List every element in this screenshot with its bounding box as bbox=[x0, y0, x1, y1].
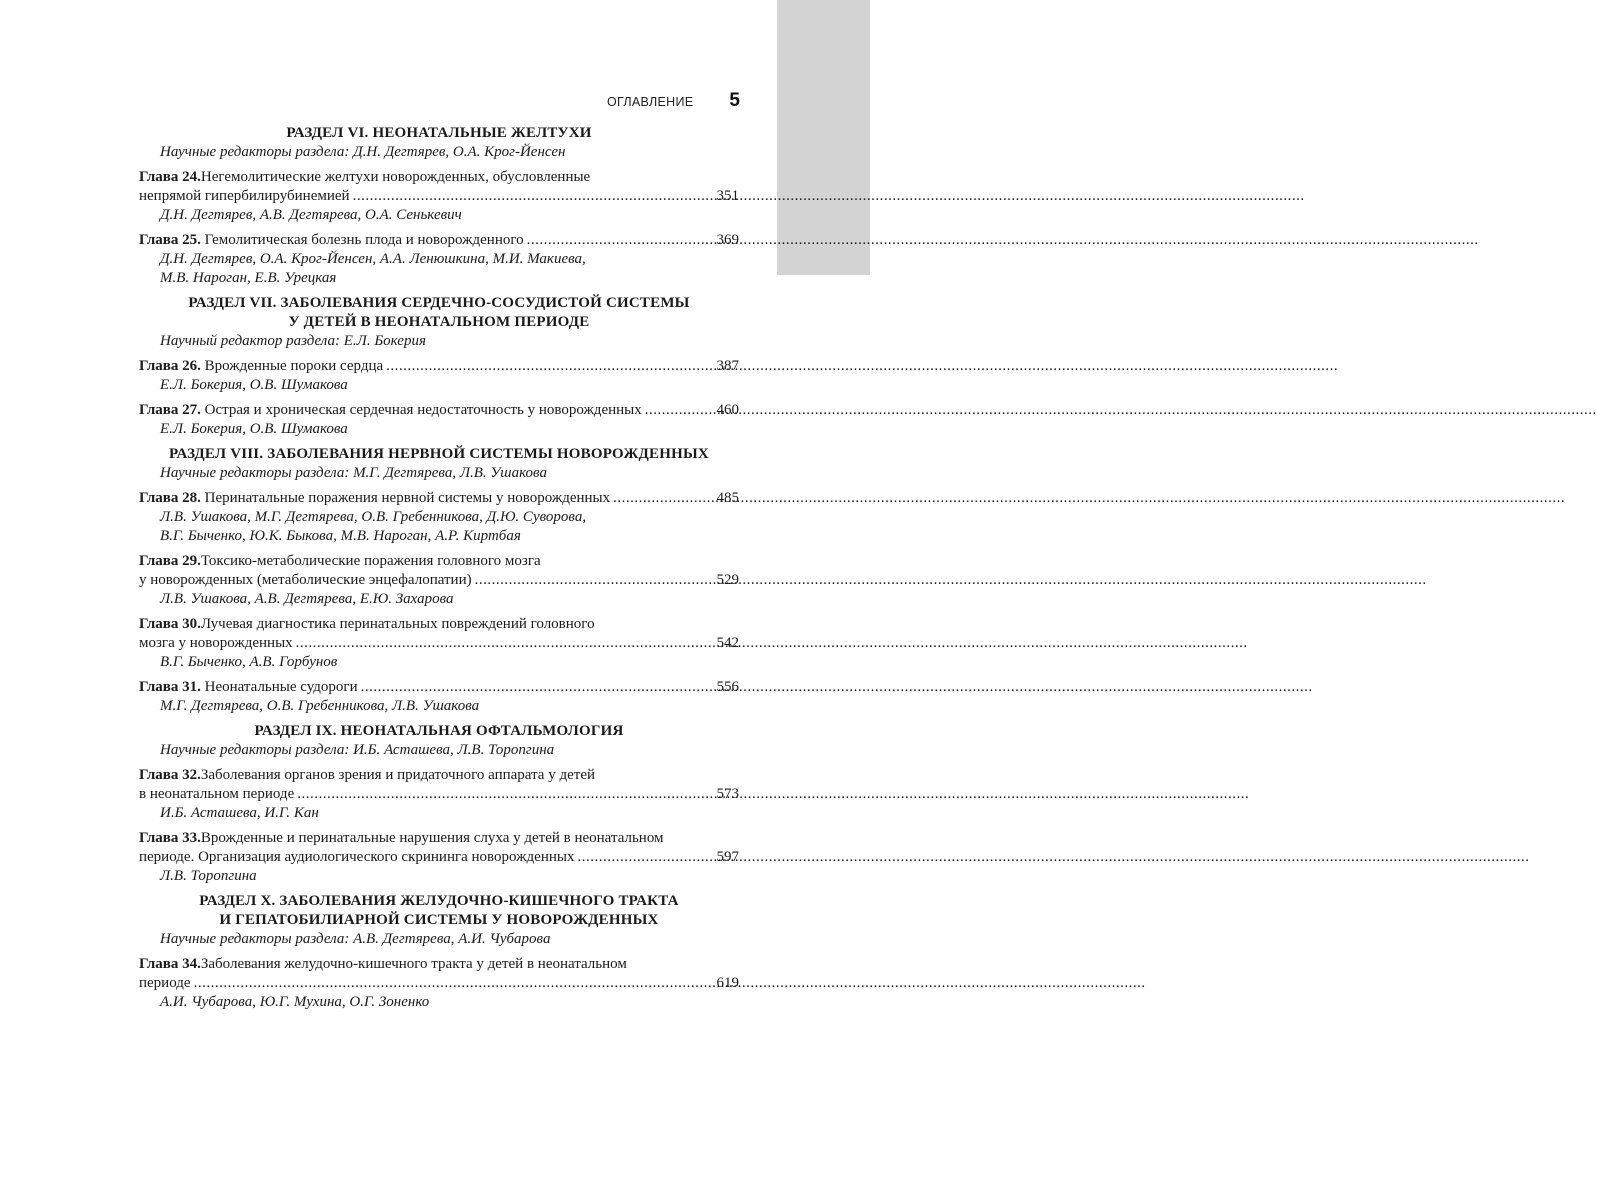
running-header bbox=[570, 90, 740, 114]
dot-leader bbox=[296, 634, 714, 653]
chapter-title-text: непрямой гипербилирубинемией bbox=[139, 188, 350, 204]
chapter-page-number[interactable]: 573 bbox=[716, 786, 739, 802]
chapter-title-last-line bbox=[139, 634, 739, 653]
chapter-title-last-line bbox=[139, 785, 739, 804]
chapter-title-text: Токсико-метаболические поражения головного мозга bbox=[200, 553, 541, 569]
chapter-number: Глава 25. bbox=[139, 232, 201, 248]
chapter-number: Глава 26. bbox=[139, 358, 201, 374]
chapter-authors: М.В. Нароган, Е.В. Урецкая bbox=[160, 270, 337, 286]
chapter-title-text: мозга у новорожденных bbox=[139, 635, 293, 651]
chapter-title-text: Острая и хроническая сердечная недостаточность у новорожденных bbox=[204, 402, 642, 418]
chapter-number: Глава 28. bbox=[139, 490, 201, 506]
section-editors: Научный редактор раздела: Е.Л. Бокерия bbox=[160, 333, 426, 349]
section-title-line: РАЗДЕЛ VII. ЗАБОЛЕВАНИЯ СЕРДЕЧНО-СОСУДИСТОЙ СИСТЕМЫ bbox=[188, 295, 690, 311]
chapter-title-text: в неонатальном периоде bbox=[139, 786, 295, 802]
toc-section bbox=[139, 445, 739, 716]
toc-chapter-entry[interactable] bbox=[139, 552, 739, 609]
chapter-page-number[interactable]: 351 bbox=[716, 188, 739, 204]
chapter-title-last-line bbox=[139, 231, 739, 250]
section-editors: Научные редакторы раздела: И.Б. Асташева, Л.В. Торопгина bbox=[160, 742, 555, 758]
chapter-authors: Д.Н. Дегтярев, О.А. Крог-Йенсен, А.А. Ленюшкина, М.И. Макиева, bbox=[160, 251, 586, 267]
chapter-title-line bbox=[139, 168, 739, 187]
chapter-page-number[interactable]: 556 bbox=[716, 679, 739, 695]
dot-leader bbox=[386, 357, 713, 376]
chapter-page-number[interactable]: 542 bbox=[716, 635, 739, 651]
chapter-title-last-line bbox=[139, 401, 739, 420]
section-title-line: У ДЕТЕЙ В НЕОНАТАЛЬНОМ ПЕРИОДЕ bbox=[288, 314, 590, 330]
chapter-number: Глава 27. bbox=[139, 402, 201, 418]
chapter-title-last-line bbox=[139, 187, 739, 206]
chapter-title-text: Заболевания органов зрения и придаточного аппарата у детей bbox=[200, 767, 595, 783]
chapter-authors: В.Г. Быченко, А.В. Горбунов bbox=[160, 654, 338, 670]
chapter-page-number[interactable]: 619 bbox=[716, 975, 739, 991]
chapter-title-text: Врожденные пороки сердца bbox=[204, 358, 384, 374]
section-editors: Научные редакторы раздела: М.Г. Дегтярева, Л.В. Ушакова bbox=[160, 465, 547, 481]
chapter-authors: А.И. Чубарова, Ю.Г. Мухина, О.Г. Зоненко bbox=[160, 994, 430, 1010]
chapter-authors: Е.Л. Бокерия, О.В. Шумакова bbox=[160, 421, 348, 437]
chapter-title-text: Заболевания желудочно-кишечного тракта у детей в неонатальном bbox=[200, 956, 627, 972]
section-title bbox=[139, 892, 739, 930]
chapter-authors: Л.В. Торопгина bbox=[160, 868, 257, 884]
toc-chapter-entry[interactable] bbox=[139, 766, 739, 823]
chapter-title-text: Врожденные и перинатальные нарушения слуха у детей в неонатальном bbox=[200, 830, 664, 846]
dot-leader bbox=[613, 489, 713, 508]
toc-chapter-entry[interactable] bbox=[139, 955, 739, 1012]
chapter-title-last-line bbox=[139, 974, 739, 993]
toc-section bbox=[139, 294, 739, 439]
toc-section bbox=[139, 722, 739, 886]
chapter-title-last-line bbox=[139, 357, 739, 376]
chapter-page-number[interactable]: 369 bbox=[716, 232, 739, 248]
chapter-title-line bbox=[139, 552, 739, 571]
toc-chapter-entry[interactable] bbox=[139, 401, 739, 439]
table-of-contents bbox=[139, 124, 739, 1018]
chapter-authors: И.Б. Асташева, И.Г. Кан bbox=[160, 805, 319, 821]
section-title-line: РАЗДЕЛ X. ЗАБОЛЕВАНИЯ ЖЕЛУДОЧНО-КИШЕЧНОГО ТРАКТА bbox=[199, 893, 679, 909]
chapter-title-line bbox=[139, 615, 739, 634]
section-title bbox=[139, 445, 739, 464]
dot-leader bbox=[297, 785, 713, 804]
chapter-page-number[interactable]: 387 bbox=[716, 358, 739, 374]
chapter-number: Глава 33. bbox=[139, 830, 201, 846]
chapter-title-text: Негемолитические желтухи новорожденных, обусловленные bbox=[200, 169, 591, 185]
section-title-line: РАЗДЕЛ VI. НЕОНАТАЛЬНЫЕ ЖЕЛТУХИ bbox=[286, 125, 592, 141]
toc-chapter-entry[interactable] bbox=[139, 489, 739, 546]
chapter-number: Глава 29. bbox=[139, 553, 201, 569]
chapter-authors: Е.Л. Бокерия, О.В. Шумакова bbox=[160, 377, 348, 393]
toc-section bbox=[139, 124, 739, 288]
toc-chapter-entry[interactable] bbox=[139, 829, 739, 886]
section-title bbox=[139, 294, 739, 332]
chapter-title-text: у новорожденных (метаболические энцефалопатии) bbox=[139, 572, 472, 588]
toc-chapter-entry[interactable] bbox=[139, 357, 739, 395]
chapter-title-line bbox=[139, 955, 739, 974]
chapter-authors: М.Г. Дегтярева, О.В. Гребенникова, Л.В. Ушакова bbox=[160, 698, 480, 714]
toc-chapter-entry[interactable] bbox=[139, 168, 739, 225]
chapter-number: Глава 31. bbox=[139, 679, 201, 695]
chapter-number: Глава 30. bbox=[139, 616, 201, 632]
chapter-title-last-line bbox=[139, 571, 739, 590]
toc-chapter-entry[interactable] bbox=[139, 231, 739, 288]
section-title-line: РАЗДЕЛ VIII. ЗАБОЛЕВАНИЯ НЕРВНОЙ СИСТЕМЫ НОВОРОЖДЕННЫХ bbox=[169, 446, 709, 462]
chapter-title-last-line bbox=[139, 848, 739, 867]
chapter-authors: Л.В. Ушакова, М.Г. Дегтярева, О.В. Гребенникова, Д.Ю. Суворова, bbox=[160, 509, 587, 525]
chapter-page-number[interactable]: 597 bbox=[716, 849, 739, 865]
chapter-number: Глава 24. bbox=[139, 169, 201, 185]
chapter-title-last-line bbox=[139, 489, 739, 508]
running-header-label: ОГЛАВЛЕНИЕ bbox=[607, 95, 694, 109]
section-title bbox=[139, 124, 739, 143]
chapter-title-text: Неонатальные судороги bbox=[204, 679, 358, 695]
toc-chapter-entry[interactable] bbox=[139, 678, 739, 716]
chapter-authors: В.Г. Быченко, Ю.К. Быкова, М.В. Нароган, А.Р. Киртбая bbox=[160, 528, 521, 544]
chapter-page-number[interactable]: 529 bbox=[716, 572, 739, 588]
dot-leader bbox=[194, 974, 714, 993]
section-title-line: И ГЕПАТОБИЛИАРНОЙ СИСТЕМЫ У НОВОРОЖДЕННЫХ bbox=[219, 912, 659, 928]
dot-leader bbox=[361, 678, 714, 697]
page-number: 5 bbox=[729, 90, 740, 111]
dot-leader bbox=[475, 571, 714, 590]
chapter-number: Глава 34. bbox=[139, 956, 201, 972]
dot-leader bbox=[527, 231, 714, 250]
dot-leader bbox=[353, 187, 714, 206]
dot-leader bbox=[577, 848, 713, 867]
chapter-page-number[interactable]: 485 bbox=[716, 490, 739, 506]
chapter-number: Глава 32. bbox=[139, 767, 201, 783]
section-title-line: РАЗДЕЛ IX. НЕОНАТАЛЬНАЯ ОФТАЛЬМОЛОГИЯ bbox=[254, 723, 624, 739]
toc-chapter-entry[interactable] bbox=[139, 615, 739, 672]
chapter-title-text: Лучевая диагностика перинатальных повреждений головного bbox=[200, 616, 595, 632]
chapter-title-line bbox=[139, 766, 739, 785]
section-editors: Научные редакторы раздела: Д.Н. Дегтярев, О.А. Крог-Йенсен bbox=[160, 144, 566, 160]
chapter-title-line bbox=[139, 829, 739, 848]
chapter-title-text: Перинатальные поражения нервной системы у новорожденных bbox=[204, 490, 611, 506]
chapter-authors: Л.В. Ушакова, А.В. Дегтярева, Е.Ю. Захарова bbox=[160, 591, 454, 607]
chapter-title-text: периоде bbox=[139, 975, 191, 991]
chapter-title-last-line bbox=[139, 678, 739, 697]
chapter-title-text: периоде. Организация аудиологического скрининга новорожденных bbox=[139, 849, 575, 865]
toc-section bbox=[139, 892, 739, 1012]
dot-leader bbox=[645, 401, 714, 420]
section-editors: Научные редакторы раздела: А.В. Дегтярева, А.И. Чубарова bbox=[160, 931, 551, 947]
chapter-title-text: Гемолитическая болезнь плода и новорожденного bbox=[204, 232, 524, 248]
chapter-authors: Д.Н. Дегтярев, А.В. Дегтярева, О.А. Сенькевич bbox=[160, 207, 462, 223]
chapter-page-number[interactable]: 460 bbox=[716, 402, 739, 418]
section-title bbox=[139, 722, 739, 741]
